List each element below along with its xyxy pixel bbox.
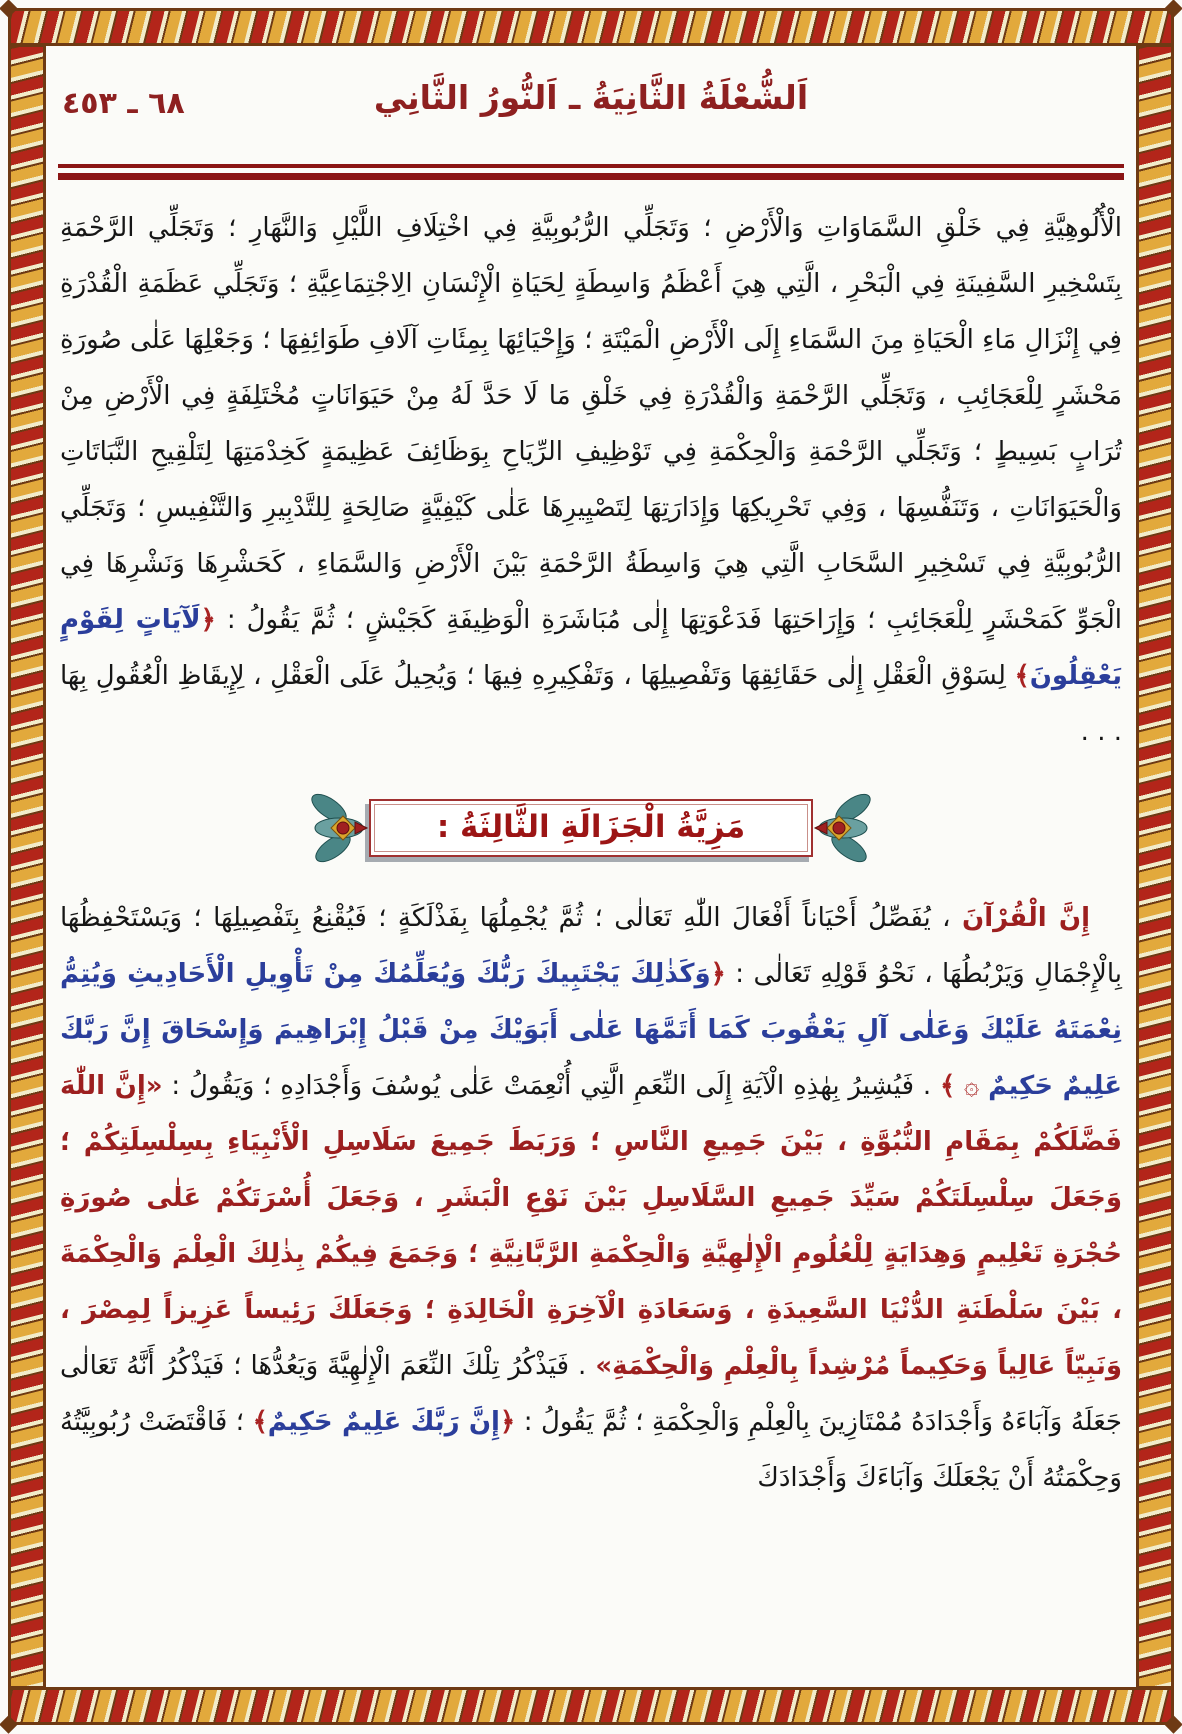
section-heading-block: [58, 786, 1124, 870]
text-run-black: ؛ فَاقْتَضَتْ رُبُوبِيَّتُهُ وَحِكْمَتُهُ أَنْ يَجْعَلَكَ وَآبَاءَكَ وَأَجْدَادَكَ: [60, 1407, 1122, 1493]
header-divider: [58, 164, 1124, 180]
text-run-red: «إِنَّ اللّٰهَ فَضَّلَكُمْ بِمَقَامِ النُّبُوَّةِ ، بَيْنَ جَمِيعِ النَّاسِ ؛ وَرَبَطَ جَمِيعَ سَلَاسِلِ الْأَنْبِيَاءِ بِسِلْسِلَتِكُمْ ؛ وَجَعَلَ سِلْسِلَتَكُمْ سَيِّدَ جَمِيعِ السَّلَاسِلِ بَيْنَ نَوْعِ الْبَشَرِ ، وَجَعَلَ أُسْرَتَكُمْ عَلٰى صُورَةِ حُجْرَةِ تَعْلِيمٍ وَهِدَايَةٍ لِلْعُلُومِ الْإِلٰهِيَّةِ وَالْحِكْمَةِ الرَّبَّانِيَّةِ ؛ وَجَمَعَ فِيكُمْ بِذٰلِكَ الْعِلْمَ وَالْحِكْمَةَ ، بَيْنَ سَلْطَنَةِ الدُّنْيَا السَّعِيدَةِ ، وَسَعَادَةِ الْآخِرَةِ الْخَالِدَةِ ؛ وَجَعَلَكَ رَئِيساً عَزِيزاً لِمِصْرَ ، وَنَبِيّاً عَالِياً وَحَكِيماً مُرْشِداً بِالْعِلْمِ وَالْحِكْمَةِ»: [60, 1071, 1122, 1381]
page-title: اَلشُّعْلَةُ الثَّانِيَةُ ـ اَلنُّورُ الثَّانِي: [373, 78, 809, 117]
border-chain-bottom: [8, 1687, 1174, 1725]
text-run-bracket: ﴿: [710, 959, 726, 989]
text-run-black: الْأُلُوهِيَّةِ فِي خَلْقِ السَّمَاوَاتِ وَالْأَرْضِ ؛ وَتَجَلِّي الرُّبُوبِيَّةِ فِي اخْتِلَافِ اللَّيْلِ وَالنَّهَارِ ؛ وَتَجَلِّي الرَّحْمَةِ بِتَسْخِيرِ السَّفِينَةِ فِي الْبَحْرِ ، الَّتِي هِيَ أَعْظَمُ وَاسِطَةٍ لِحَيَاةِ الْإِنْسَانِ الِاجْتِمَاعِيَّةِ ؛ وَتَجَلِّي عَظَمَةِ الْقُدْرَةِ فِي إِنْزَالِ مَاءِ الْحَيَاةِ مِنَ السَّمَاءِ إِلَى الْأَرْضِ الْمَيْتَةِ ؛ وَإِحْيَائِهَا بِمِئَاتِ آلَافِ طَوَائِفِهَا ؛ وَجَعْلِهَا عَلٰى صُورَةِ مَحْشَرٍ لِلْعَجَائِبِ ، وَتَجَلِّي الرَّحْمَةِ وَالْقُدْرَةِ فِي خَلْقِ مَا لَا حَدَّ لَهُ مِنْ حَيَوَانَاتٍ مُخْتَلِفَةٍ فِي الْأَرْضِ مِنْ تُرَابٍ بَسِيطٍ ؛ وَتَجَلِّي الرَّحْمَةِ وَالْحِكْمَةِ فِي تَوْظِيفِ الرِّيَاحِ بِوَظَائِفَ عَظِيمَةٍ كَخِدْمَتِهَا لِتَلْقِيحِ النَّبَاتَاتِ وَالْحَيَوَانَاتِ ، وَتَنَفُّسِهَا ، وَفِي تَحْرِيكِهَا وَإِدَارَتِهَا لِتَصْيِيرِهَا عَلٰى كَيْفِيَّةٍ صَالِحَةٍ لِلتَّدْبِيرِ وَالتَّنْفِيسِ ؛ وَتَجَلِّي الرُّبُوبِيَّةِ فِي تَسْخِيرِ السَّحَابِ الَّتِي هِيَ وَاسِطَةُ الرَّحْمَةِ بَيْنَ الْأَرْضِ وَالسَّمَاءِ ، كَحَشْرِهَا وَنَشْرِهَا فِي الْجَوِّ كَمَحْشَرٍ لِلْعَجَائِبِ ؛ وَإِرَاحَتِهَا فَدَعْوَتِهَا إِلٰى مُبَاشَرَةِ الْوَظِيفَةِ كَجَيْشٍ ؛ ثُمَّ يَقُولُ :: [60, 213, 1122, 635]
text-run-red: إِنَّ الْقُرْآنَ: [962, 903, 1090, 933]
border-chain-top: [8, 8, 1174, 46]
section-heading: مَزِيَّةُ الْجَزَالَةِ الثَّالِثَةُ :: [369, 799, 813, 857]
floral-ornament-icon: [305, 786, 369, 870]
body-paragraph-1: [60, 200, 1122, 760]
text-run-blue: لَآيَاتٍ لِقَوْمٍ يَعْقِلُونَ: [60, 605, 1122, 691]
page-number: ٦٨ ـ ٤٥٣: [62, 86, 185, 121]
border-chain-left: [8, 44, 46, 1689]
text-run-blue: إِنَّ رَبَّكَ عَلِيمٌ حَكِيمٌ: [267, 1407, 500, 1437]
text-run-bracket: ﴾: [1014, 661, 1030, 691]
floral-ornament-icon: [813, 786, 877, 870]
header-divider-thick-line: [58, 173, 1124, 180]
body-paragraph-2: [60, 890, 1122, 1506]
text-run-bracket: ﴾: [939, 1071, 956, 1101]
border-chain-right: [1136, 44, 1174, 1689]
text-run-black: . فَيُشِيرُ بِهٰذِهِ الْآيَةِ إِلَى النِّعَمِ الَّتِي أُنْعِمَتْ عَلٰى يُوسُفَ وَأَجْدَادِهِ ؛ وَيَقُولُ :: [162, 1071, 940, 1101]
page-content: [58, 52, 1124, 1681]
text-run-black: . فَيَذْكُرُ تِلْكَ النِّعَمَ الْإِلٰهِيَّةَ وَيَعُدُّهَا ؛ فَيَذْكُرُ أَنَّهُ تَعَالٰى جَعَلَهُ وَآبَاءَهُ وَأَجْدَادَهُ مُمْتَازِينَ بِالْعِلْمِ وَالْحِكْمَةِ ؛ ثُمَّ يَقُولُ :: [60, 1351, 1122, 1437]
text-run-bracket: ﴾: [252, 1407, 268, 1437]
text-run-bracket: ﴿: [499, 1407, 516, 1437]
text-run-black: لِسَوْقِ الْعَقْلِ إِلٰى حَقَائِقِهَا وَتَفْصِيلِهَا ، وَتَفْكِيرِهِ فِيهَا ؛ وَيُحِيلُ عَلَى الْعَقْلِ ، لِإِيقَاظِ الْعُقُولِ بِهَا . . .: [60, 661, 1122, 747]
page-header: [58, 74, 1124, 148]
text-run-blue: وَكَذٰلِكَ يَجْتَبِيكَ رَبُّكَ وَيُعَلِّمُكَ مِنْ تَأْوِيلِ الْأَحَادِيثِ وَيُتِمُّ نِعْمَتَهُ عَلَيْكَ وَعَلٰى آلِ يَعْقُوبَ كَمَا أَتَمَّهَا عَلٰى أَبَوَيْكَ مِنْ قَبْلُ إِبْرَاهِيمَ وَإِسْحَاقَ إِنَّ رَبَّكَ عَلِيمٌ حَكِيمٌ: [60, 959, 1122, 1101]
text-run-black: ، يُفَصِّلُ أَحْيَاناً أَفْعَالَ اللّٰهِ تَعَالٰى ؛ ثُمَّ يُجْمِلُهَا بِفَذْلَكَةٍ ؛ فَيُقْنِعُ بِتَفْصِيلِهَا ؛ وَيَسْتَحْفِظُهَا بِالْإِجْمَالِ وَيَرْبُطُهَا ، نَحْوُ قَوْلِهِ تَعَالٰى :: [60, 903, 1122, 989]
header-divider-thin-line: [58, 164, 1124, 168]
text-run-rosette: ۞: [955, 1071, 989, 1101]
text-run-bracket: ﴿: [200, 605, 216, 635]
